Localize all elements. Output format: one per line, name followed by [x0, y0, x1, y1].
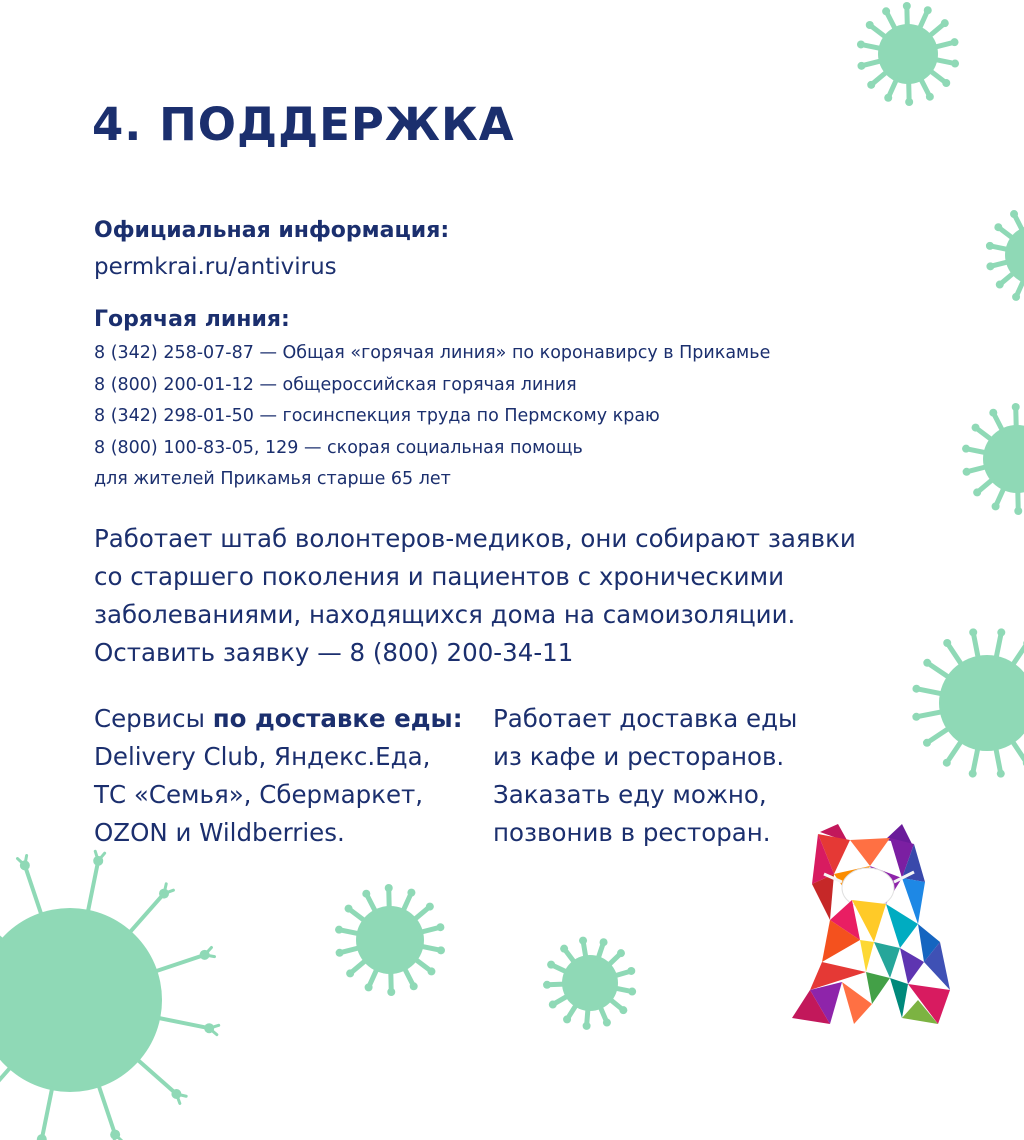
official-info-url: permkrai.ru/antivirus	[94, 254, 337, 280]
hotline-item: для жителей Прикамья старше 65 лет	[94, 464, 770, 496]
virus-icon-bottom-left-large	[0, 860, 210, 1140]
volunteers-line: заболеваниями, находящихся дома на самоизоляции.	[94, 596, 856, 634]
restaurant-delivery-line: Заказать еду можно,	[493, 776, 797, 814]
restaurant-delivery-line: Работает доставка еды	[493, 700, 797, 738]
delivery-services-prefix-bold: по доставке еды:	[213, 704, 463, 733]
volunteers-paragraph	[94, 520, 856, 672]
virus-icon-right-upper	[985, 205, 1024, 305]
delivery-services-line: OZON и Wildberries.	[94, 814, 463, 852]
hotline-label: Горячая линия:	[94, 307, 290, 332]
restaurant-delivery-block	[493, 700, 797, 852]
virus-icon-top-right	[858, 4, 958, 104]
delivery-services-block	[94, 700, 463, 852]
official-info-label: Официальная информация:	[94, 218, 449, 243]
virus-icon-right-middle	[962, 404, 1024, 514]
volunteers-line: со старшего поколения и пациентов с хроническими	[94, 558, 856, 596]
delivery-services-prefix: Сервисы	[94, 704, 213, 733]
restaurant-delivery-line: из кафе и ресторанов.	[493, 738, 797, 776]
volunteers-line: Работает штаб волонтеров-медиков, они собирают заявки	[94, 520, 856, 558]
volunteers-line: Оставить заявку — 8 (800) 200-34-11	[94, 634, 856, 672]
hotline-item: 8 (342) 298-01-50 — госинспекция труда по Пермскому краю	[94, 401, 770, 433]
delivery-services-line: ТС «Семья», Сбермаркет,	[94, 776, 463, 814]
page-title: 4. ПОДДЕРЖКА	[92, 98, 515, 151]
hotline-item: 8 (342) 258-07-87 — Общая «горячая линия» по коронавирсу в Прикамье	[94, 338, 770, 370]
bear-mascot-icon	[790, 822, 965, 1024]
restaurant-delivery-line: позвонив в ресторан.	[493, 814, 797, 852]
hotline-item: 8 (800) 200-01-12 — общероссийская горячая линия	[94, 370, 770, 402]
virus-icon-right-large	[912, 628, 1024, 778]
delivery-services-heading	[94, 700, 463, 738]
hotline-item: 8 (800) 100-83-05, 129 — скорая социальная помощь	[94, 433, 770, 465]
virus-icon-bottom-center	[335, 885, 445, 995]
virus-icon-bottom-small	[545, 938, 635, 1028]
delivery-services-line: Delivery Club, Яндекс.Еда,	[94, 738, 463, 776]
hotline-list	[94, 338, 770, 496]
